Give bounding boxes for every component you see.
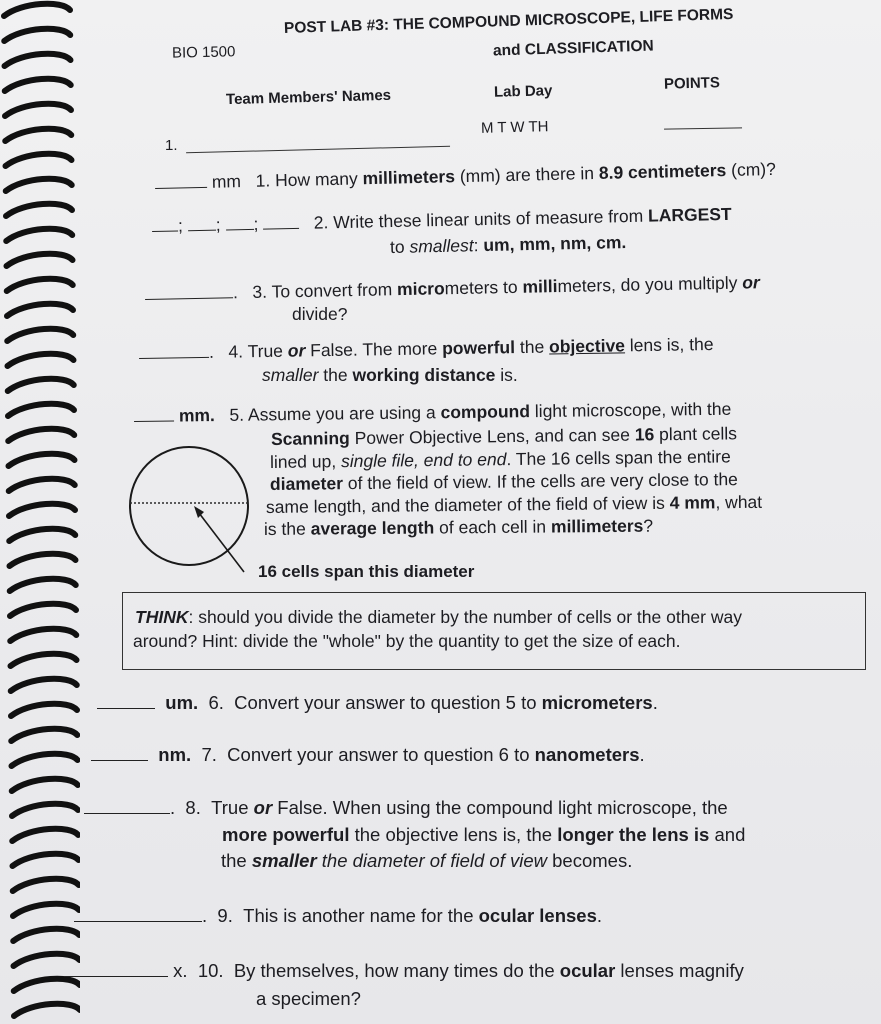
- answer-blank-3[interactable]: [145, 296, 233, 300]
- binding-coil-loop: [10, 604, 76, 616]
- binding-coil-loop: [14, 1004, 80, 1016]
- binding-coil-loop: [9, 454, 75, 466]
- question-3-line2: divide?: [292, 304, 348, 324]
- separator: ;: [253, 213, 259, 234]
- question-number: 7.: [201, 744, 217, 765]
- question-6: [97, 692, 658, 714]
- text: . The 16 cells span the entire: [506, 446, 731, 470]
- binding-coil-loop: [12, 804, 78, 816]
- unit-label: x.: [173, 960, 188, 981]
- text-bold: LARGEST: [647, 203, 732, 226]
- question-1: [155, 158, 776, 195]
- text: meters to: [444, 276, 523, 299]
- answer-blank-2c[interactable]: [226, 228, 254, 231]
- answer-blank-2d[interactable]: [263, 227, 299, 230]
- text-bold: micro: [396, 278, 445, 300]
- points-field[interactable]: [664, 123, 742, 129]
- question-7: [91, 744, 645, 766]
- think-label: THINK: [135, 607, 189, 627]
- text: : should you divide the diameter by the number of cells or the other way: [188, 607, 742, 627]
- question-9: [74, 905, 602, 927]
- text: is the: [263, 518, 311, 539]
- field-of-view-circle: [130, 447, 248, 565]
- text-bold-italic: or: [287, 340, 306, 361]
- question-2-line2: [390, 231, 627, 259]
- question-4: [139, 333, 714, 365]
- text: To convert from: [271, 279, 398, 302]
- binding-coil-loop: [9, 479, 75, 491]
- question-10-line2: a specimen?: [256, 988, 361, 1009]
- page-title-line2: and CLASSIFICATION: [492, 37, 654, 60]
- text: of the field of view. If the cells are very close to the: [342, 469, 738, 494]
- text: Write these linear units of measure from: [333, 205, 649, 233]
- text-italic: single file, end to end: [340, 449, 507, 472]
- text-bold: millimeters: [550, 515, 644, 537]
- binding-coil-loop: [4, 29, 70, 41]
- separator: .: [208, 341, 215, 362]
- separator: .: [202, 905, 208, 926]
- text-bold: working distance: [352, 365, 496, 385]
- binding-coil-loop: [5, 79, 71, 91]
- text: True: [211, 797, 254, 818]
- binding-coil-loop: [6, 179, 72, 191]
- text-bold: compound: [440, 401, 531, 423]
- binding-coil-loop: [6, 204, 72, 216]
- team-members-label: Team Members' Names: [225, 86, 392, 109]
- text: lined up,: [269, 451, 342, 472]
- text: , what: [715, 491, 763, 513]
- binding-coil-loop: [7, 304, 73, 316]
- text-bold-italic: smaller: [251, 850, 317, 871]
- binding-coil-loop: [11, 654, 77, 666]
- text: False. When using the compound light microscope, the: [272, 797, 728, 818]
- answer-blank-4[interactable]: [139, 356, 209, 359]
- text-bold: powerful: [441, 337, 516, 359]
- pointer-arrowhead: [194, 506, 204, 518]
- text-italic: smaller: [262, 365, 319, 385]
- text: light microscope, with the: [529, 398, 732, 422]
- spiral-binding: [0, 0, 80, 1024]
- binding-coil-loop: [12, 829, 78, 841]
- binding-coil-loop: [7, 329, 73, 341]
- lab-day-options[interactable]: M T W TH: [480, 118, 549, 137]
- text: How many: [274, 168, 363, 191]
- think-hint-line2: around? Hint: divide the "whole" by the quantity to get the size of each.: [133, 631, 681, 651]
- text: :: [473, 235, 484, 256]
- text: ?: [643, 515, 654, 536]
- binding-coil-loop: [9, 504, 75, 516]
- unit-label: mm.: [178, 405, 215, 426]
- text: the: [221, 850, 252, 871]
- text: same length, and the diameter of the field of view is: [265, 492, 670, 517]
- text: to: [389, 236, 410, 257]
- text-bold-italic: or: [742, 272, 760, 293]
- binding-coil-loop: [10, 629, 76, 641]
- binding-coil-loop: [5, 129, 71, 141]
- binding-coil-loop: [13, 929, 79, 941]
- team-member-name-field[interactable]: [186, 140, 450, 153]
- text-bold: average length: [310, 517, 435, 539]
- text: plant cells: [654, 423, 738, 445]
- question-3: [145, 271, 760, 306]
- binding-coil-loop: [13, 854, 79, 866]
- text-italic: the diameter of field of view: [316, 850, 547, 871]
- binding-coil-loop: [7, 279, 73, 291]
- answer-blank-8[interactable]: [84, 812, 170, 814]
- text-bold: 4 mm: [669, 492, 716, 513]
- text: False. The more: [305, 338, 443, 361]
- unit-label: mm: [211, 171, 242, 192]
- question-number: 1.: [255, 170, 271, 191]
- course-code: BIO 1500: [171, 43, 236, 62]
- question-number: 4.: [228, 341, 244, 362]
- text: the objective lens is, the: [349, 824, 558, 845]
- unit-label: um.: [165, 692, 199, 713]
- text-bold-underline: objective: [548, 335, 626, 357]
- binding-coil-loop: [6, 229, 72, 241]
- text-italic: smallest: [409, 235, 474, 257]
- text-bold: 16: [634, 424, 655, 445]
- question-8-line3: [221, 850, 632, 872]
- text: Convert your answer to question 5 to: [234, 692, 542, 713]
- text: lens is, the: [624, 333, 714, 356]
- text-bold: micrometers: [541, 692, 653, 713]
- text-bold: millimeters: [362, 166, 456, 189]
- answer-blank-9[interactable]: [74, 920, 202, 922]
- binding-coil-loop: [10, 554, 76, 566]
- text: Power Objective Lens, and can see: [349, 424, 635, 449]
- question-8-line2: [222, 824, 745, 846]
- answer-blank-2b[interactable]: [188, 229, 216, 232]
- text: becomes.: [547, 850, 633, 871]
- text-bold: longer the lens is: [557, 824, 710, 845]
- diagram-caption: 16 cells span this diameter: [258, 562, 475, 581]
- text: True: [247, 340, 288, 362]
- question-number: 6.: [208, 692, 224, 713]
- text: (cm)?: [726, 158, 777, 181]
- text: Convert your answer to question 6 to: [227, 744, 535, 765]
- question-number: 8.: [185, 797, 201, 818]
- answer-blank-2a[interactable]: [152, 229, 178, 232]
- question-8: [84, 797, 728, 819]
- binding-coil-loop: [9, 529, 75, 541]
- text: the: [318, 365, 353, 385]
- binding-coil-loop: [10, 579, 76, 591]
- answer-blank-10[interactable]: [64, 975, 168, 977]
- binding-coil-loop: [11, 704, 77, 716]
- separator: .: [170, 797, 176, 818]
- binding-coil-loop: [11, 729, 77, 741]
- text: is.: [495, 365, 518, 385]
- text: By themselves, how many times do the: [233, 960, 560, 981]
- text: .: [596, 905, 603, 926]
- text-bold: Scanning: [270, 428, 350, 449]
- question-4-line2: [262, 364, 518, 387]
- text: .: [652, 692, 658, 713]
- separator: .: [232, 282, 239, 303]
- binding-coil-loop: [8, 404, 74, 416]
- binding-coil-loop: [11, 679, 77, 691]
- binding-coil-loop: [4, 4, 70, 16]
- text-bold: um, mm, nm, cm.: [483, 232, 627, 256]
- page-title: POST LAB #3: THE COMPOUND MICROSCOPE, LIFE FORMS: [283, 5, 734, 37]
- text: .: [639, 744, 645, 765]
- text-bold: diameter: [269, 473, 344, 494]
- text-bold: ocular lenses: [478, 905, 597, 926]
- question-5-line6: [264, 515, 653, 541]
- question-number: 5.: [229, 404, 245, 425]
- binding-coil-loop: [8, 429, 74, 441]
- binding-coil-loop: [5, 54, 71, 66]
- question-number: 10.: [197, 960, 224, 981]
- text: Assume you are using a: [247, 402, 441, 425]
- field-of-view-diagram: [126, 440, 252, 580]
- text: lenses magnify: [615, 960, 744, 981]
- answer-blank-5[interactable]: [134, 420, 174, 422]
- binding-coil-loop: [13, 879, 79, 891]
- binding-coil-loop: [13, 904, 79, 916]
- binding-coil-loop: [7, 254, 73, 266]
- think-hint-line1: [135, 606, 742, 629]
- text: This is another name for the: [243, 905, 479, 926]
- binding-coil-loop: [12, 779, 78, 791]
- separator: ;: [215, 214, 221, 235]
- binding-coil-loop: [8, 379, 74, 391]
- question-number: 3.: [252, 281, 268, 302]
- answer-blank-7[interactable]: [91, 759, 148, 761]
- text: meters, do you multiply: [557, 272, 743, 297]
- text-bold: nanometers: [534, 744, 640, 765]
- question-2: [152, 203, 732, 238]
- question-10: [64, 960, 744, 982]
- points-label: POINTS: [663, 74, 721, 93]
- question-number: 2.: [313, 212, 329, 233]
- binding-coil-loop: [12, 754, 78, 766]
- binding-coil-loop: [6, 154, 72, 166]
- separator: ;: [177, 215, 184, 236]
- unit-label: nm.: [158, 744, 192, 765]
- text-bold: 8.9 centimeters: [598, 160, 727, 183]
- text: (mm) are there in: [454, 162, 600, 187]
- answer-blank-6[interactable]: [97, 707, 155, 709]
- answer-blank-1[interactable]: [155, 186, 207, 189]
- text-bold: more powerful: [222, 824, 350, 845]
- text: and: [709, 824, 746, 845]
- question-5-line5: [266, 491, 762, 519]
- text-bold-italic: or: [253, 797, 273, 818]
- text: the: [514, 336, 550, 358]
- binding-coil-loop: [5, 104, 71, 116]
- text-bold: ocular: [559, 960, 616, 981]
- binding-coil-loop: [8, 354, 74, 366]
- lab-day-label: Lab Day: [493, 82, 553, 101]
- member-number: 1.: [165, 137, 178, 154]
- text: of each cell in: [434, 516, 552, 538]
- question-number: 9.: [217, 905, 233, 926]
- text-bold: milli: [522, 276, 558, 297]
